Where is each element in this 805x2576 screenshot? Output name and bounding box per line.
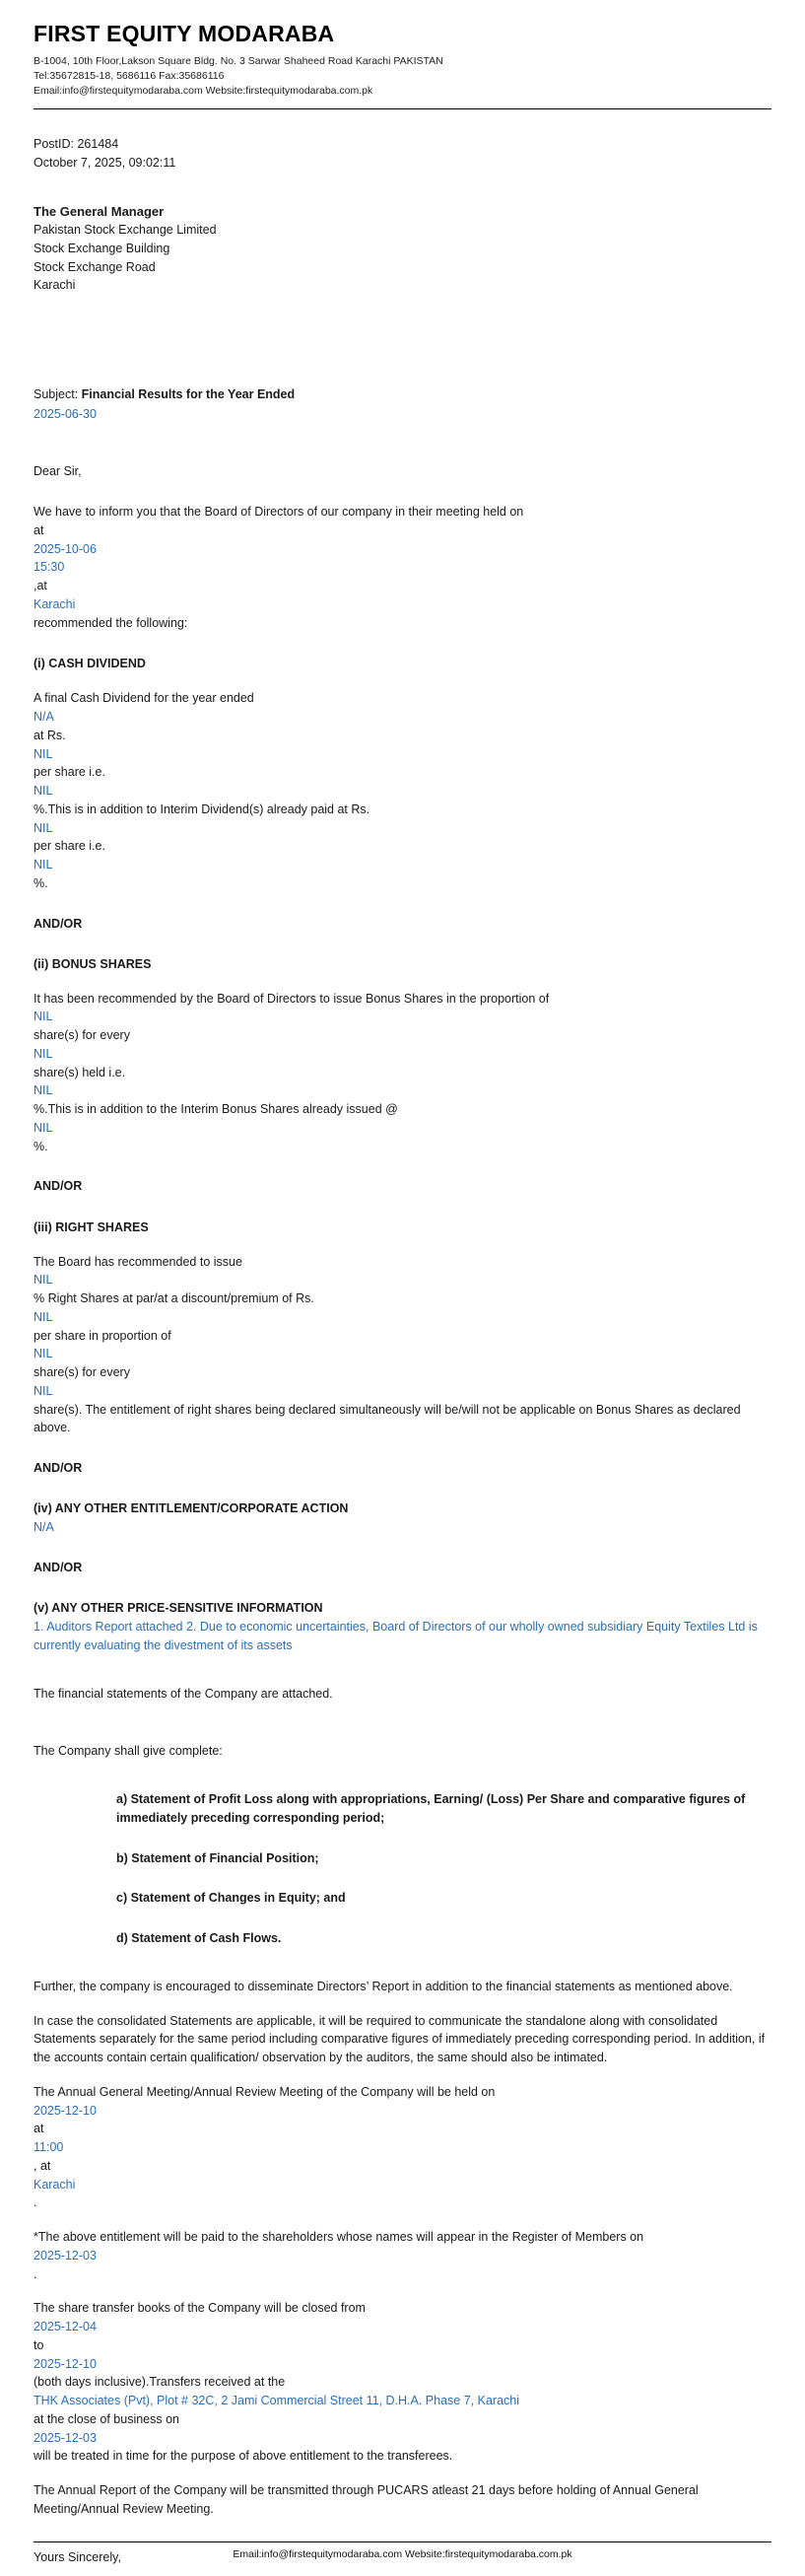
addressee-line-4: Karachi [34,278,76,293]
right-shares-value-3: NIL [34,1347,53,1361]
header-divider [34,108,771,109]
spacer [34,301,771,385]
document-footer [34,2541,771,2562]
spacer [34,1576,771,1598]
subject-label: Subject: [34,387,82,402]
spacer [34,933,771,954]
section-heading-cash-dividend: (i) CASH DIVIDEND [34,657,146,671]
entitlement-trailing-dot: . [34,2266,37,2281]
spacer [34,1948,771,1978]
company-phone: Tel:35672815-18, 5686116 Fax:35686116 [34,70,225,83]
directors-report-note: Further, the company is encouraged to disseminate Directors’ Report in addition to the financial statements as mentioned above. [34,1979,733,1993]
share-registrar-address: THK Associates (Pvt), Plot # 32C, 2 Jami Commercial Street 11, D.H.A. Phase 7, Karachi [34,2394,520,2408]
cash-dividend-value-4: NIL [34,820,53,835]
addressee-line-1: Pakistan Stock Exchange Limited [34,223,217,238]
addressee-block [34,202,771,296]
section-body-bonus-shares [34,990,771,1156]
price-sensitive-text: 1. Auditors Report attached 2. Due to economic uncertainties, Board of Directors of our wholly owned subsidiary Equity Textiles Ltd is currently evaluating the divestment of its assets [34,1620,758,1652]
right-shares-line-4: share(s) for every [34,1365,130,1380]
financial-statements-attached-note: The financial statements of the Company are attached. [34,1686,333,1701]
book-closure-from-date: 2025-12-04 [34,2320,97,2334]
spacer [34,632,771,654]
bonus-shares-value-2: NIL [34,1046,53,1061]
cash-dividend-line-2: at Rs. [34,728,66,742]
spacer [34,1761,771,1790]
section-heading-bonus-shares: (ii) BONUS SHARES [34,956,152,971]
book-closure-line-4: will be treated in time for the purpose of above entitlement to the transferees. [34,2449,453,2464]
spacer [34,974,771,990]
cash-dividend-line-1: A final Cash Dividend for the year ended [34,691,254,706]
cash-dividend-value-1: N/A [34,710,54,725]
book-closure-close-date: 2025-12-03 [34,2430,97,2445]
entitlement-note-block [34,2228,771,2283]
agm-line-1: The Annual General Meeting/Annual Review Meeting of the Company will be held on [34,2084,496,2099]
agm-date: 2025-12-10 [34,2103,97,2118]
section-body-cash-dividend [34,689,771,892]
book-closure-line-3: at the close of business on [34,2411,180,2426]
statement-item-c: c) Statement of Changes in Equity; and [116,1891,346,1906]
subject-text: Financial Results for the Year Ended [81,387,296,402]
spacer [116,1828,771,1849]
spacer [34,1477,771,1498]
other-entitlement-value: N/A [34,1520,54,1535]
right-shares-line-1: The Board has recommended to issue [34,1254,242,1269]
addressee-line-3: Stock Exchange Road [34,259,156,274]
subject-period: 2025-06-30 [34,407,97,422]
bonus-shares-line-2: share(s) for every [34,1028,130,1043]
cash-dividend-value-2: NIL [34,746,53,761]
section-heading-right-shares: (iii) RIGHT SHARES [34,1219,149,1234]
spacer [116,1908,771,1929]
agm-block [34,2083,771,2212]
statement-item-d: d) Statement of Cash Flows. [116,1931,282,1946]
agm-at-label-1: at [34,2122,44,2136]
document-datetime: October 7, 2025, 09:02:11 [34,155,176,170]
statement-item-a: a) Statement of Profit Loss along with appropriations, Earning/ (Loss) Per Share and comparative figures of immediately preceding corresponding period; [116,1792,746,1825]
book-closure-line-2: (both days inclusive).Transfers received at the [34,2375,286,2390]
spacer [34,1237,771,1253]
bonus-shares-value-3: NIL [34,1083,53,1098]
right-shares-value-1: NIL [34,1273,53,1288]
spacer [34,1537,771,1559]
footer-contact: Email:info@firstequitymodaraba.com Website:firstequitymodaraba.com.pk [233,2548,572,2561]
consolidated-statements-note: In case the consolidated Statements are applicable, it will be required to communicate the standalone along with consolidated Statements separately for the same period including comparative figures of immediately preceding corresponding period. In addition, if the accounts contain certain qualification/ observation by the auditors, the same should also be intimated. [34,2013,766,2065]
spacer [34,1155,771,1177]
bonus-shares-line-4: %.This is in addition to the Interim Bonus Shares already issued @ [34,1102,398,1117]
intro-line-2: recommended the following: [34,615,188,630]
cash-dividend-line-6: %. [34,875,48,890]
spacer [34,2212,771,2228]
spacer [34,1996,771,2012]
agm-time: 11:00 [34,2140,64,2155]
section-body-right-shares [34,1253,771,1438]
section-heading-price-sensitive: (v) ANY OTHER PRICE-SENSITIVE INFORMATION [34,1601,323,1616]
company-name: FIRST EQUITY MODARABA [34,21,335,46]
intro-at-label-2: ,at [34,579,47,593]
intro-meeting-date: 2025-10-06 [34,541,97,556]
company-shall-give-complete: The Company shall give complete: [34,1744,223,1759]
bonus-shares-value-1: NIL [34,1010,53,1024]
section-heading-other-entitlement: (iv) ANY OTHER ENTITLEMENT/CORPORATE ACTION [34,1501,349,1516]
book-closure-to-date: 2025-12-10 [34,2356,97,2371]
spacer [34,2283,771,2299]
addressee-title: The General Manager [34,203,165,219]
agm-trailing-dot: . [34,2195,37,2210]
document-meta [34,135,771,173]
entitlement-note-line: *The above entitlement will be paid to the shareholders whose names will appear in the Register of Members on [34,2230,644,2245]
bonus-shares-line-1: It has been recommended by the Board of Directors to issue Bonus Shares in the proportion of [34,991,550,1006]
entitlement-record-date: 2025-12-03 [34,2248,97,2263]
subject-line [34,385,771,403]
right-shares-line-3: per share in proportion of [34,1328,171,1343]
intro-at-label-1: at [34,522,44,537]
right-shares-line-5: share(s). The entitlement of right shares being declared simultaneously will be/will not be applicable on Bonus Shares as declared above. [34,1402,741,1435]
spacer [34,1703,771,1742]
addressee-line-2: Stock Exchange Building [34,241,170,255]
spacer [34,1437,771,1459]
spacer [34,481,771,503]
andor-separator-3: AND/OR [34,1461,83,1476]
right-shares-line-2: % Right Shares at par/at a discount/premium of Rs. [34,1291,314,1306]
right-shares-value-2: NIL [34,1309,53,1324]
intro-meeting-time: 15:30 [34,560,65,575]
cash-dividend-value-5: NIL [34,858,53,872]
spacer [34,1655,771,1685]
right-shares-value-4: NIL [34,1383,53,1398]
spacer [34,2466,771,2481]
letterhead [34,18,771,99]
salutation: Dear Sir, [34,464,82,479]
agm-at-label-2: , at [34,2158,51,2173]
andor-separator-4: AND/OR [34,1560,83,1574]
intro-line-1: We have to inform you that the Board of Directors of our company in their meeting held on [34,505,524,520]
agm-place: Karachi [34,2177,76,2192]
spacer [34,1196,771,1218]
spacer [116,1867,771,1889]
closing-salutation: Yours Sincerely, [34,2549,121,2564]
bonus-shares-line-5: %. [34,1139,48,1153]
company-address: B-1004, 10th Floor,Lakson Square Bldg. No. 3 Sarwar Shaheed Road Karachi PAKISTAN [34,55,443,68]
company-contact: Email:info@firstequitymodaraba.com Website:firstequitymodaraba.com.pk [34,85,373,98]
bonus-shares-value-4: NIL [34,1120,53,1135]
andor-separator-2: AND/OR [34,1179,83,1194]
book-closure-line-1: The share transfer books of the Company will be closed from [34,2301,366,2316]
cash-dividend-line-3: per share i.e. [34,765,105,780]
cash-dividend-line-5: per share i.e. [34,839,105,854]
statement-item-b: b) Statement of Financial Position; [116,1850,319,1865]
pucars-transmission-note: The Annual Report of the Company will be transmitted through PUCARS atleast 21 days before holding of Annual General Meeting/Annual Review Meeting. [34,2483,699,2516]
spacer [34,893,771,915]
spacer [34,2067,771,2083]
bonus-shares-line-3: share(s) held i.e. [34,1065,126,1079]
andor-separator-1: AND/OR [34,916,83,931]
intro-meeting-place: Karachi [34,596,76,611]
cash-dividend-value-3: NIL [34,784,53,799]
book-closure-to-label: to [34,2337,44,2352]
spacer [34,673,771,689]
spacer [34,423,771,462]
post-id: PostID: 261484 [34,137,119,152]
statement-items-list [116,1790,771,1948]
intro-block [34,503,771,632]
cash-dividend-line-4: %.This is in addition to Interim Dividend(s) already paid at Rs. [34,801,370,816]
book-closure-block [34,2299,771,2466]
